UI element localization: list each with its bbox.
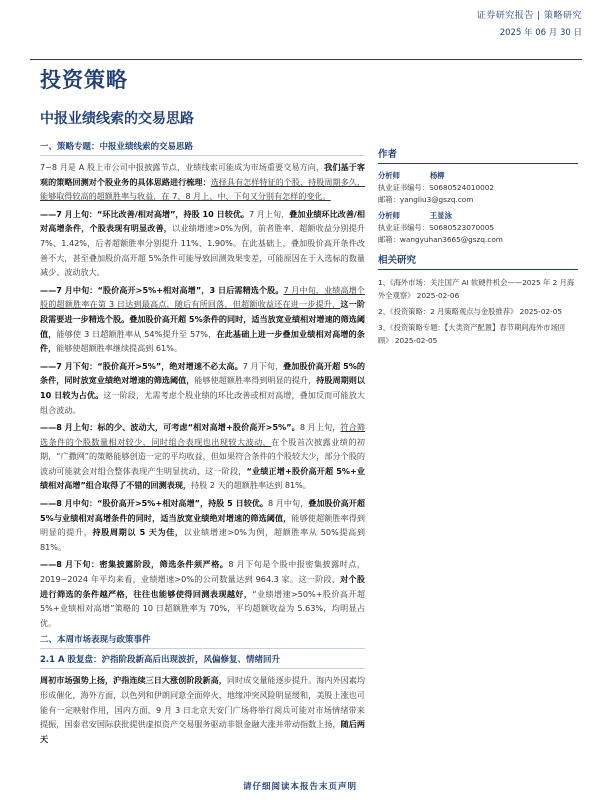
text-run: 叠加股价高开超 5%的条件，同时放宽业绩绝对增速的筛选阈值， [40,360,366,386]
sidebar [378,146,578,350]
text-run: 7~8 月是 A 股上市公司中报披露节点，业绩线索可能成为市场重要交易方向， [40,162,325,172]
text-run: 8 月中旬， [268,498,309,509]
text-run: 叠加业绩环比改善/相对高增条件，个股表现有明显改善， [40,208,365,234]
author-name: 杨柳 [430,171,445,180]
text-run: ——8 月中旬：“股价高开>5%+相对高增”，持股 5 日较优。 [40,498,269,509]
text-run: 能够使超额胜率得到明显的提升， [40,512,365,538]
paragraph [40,673,365,746]
document-title: 投资策略 [40,68,128,92]
paragraph [40,557,365,630]
paragraph [40,420,365,493]
author-role: 分析师 [378,171,400,180]
text-run: 7 月中旬，业绩高增个股的超额胜率在第 3 日达到最高点，随后有所回落，但超额收益还在进一步提升， [40,284,365,310]
text-run: “业绩增速>50%+股价高开超 5%+业绩相对高增”策略的 10 日超额胜率为 70%，平均超额收益为 5.63%，均明显占优。 [40,588,365,628]
text-run: 周初市场强势上扬，沪指连续三日大涨创阶段新高， [40,675,227,686]
author-cert: 执业证书编号：S0680524010002 [378,183,495,192]
text-run: ——7 月中旬：“股价高开>5%+相对高增”，3 日后需精选个股。 [40,284,284,295]
report-header [477,8,582,38]
paragraph [40,160,365,204]
text-run: “业绩正增+股价高开超 5%+业绩相对高增”组合取得了不错的回测表现， [40,465,365,491]
text-run: 8 月上旬， [299,422,341,433]
paragraph [40,207,365,280]
author-name: 王显泳 [430,211,452,220]
paragraph [40,359,365,417]
text-run: 符合筛选条件的个股数量相对较少，同时组合表现也出现较大波动， [40,422,365,447]
text-run: 7 月下旬， [242,360,284,371]
related-heading: 相关研究 [378,252,578,270]
related-research [378,252,578,347]
related-item[interactable]: 3、《投资策略专题：【大类资产配置】春节期间海外市场回顾》 2025-02-05 [378,323,566,345]
text-run: 在此基础上进一步叠加业绩相对高增的条件， [40,328,365,354]
author-1 [378,170,578,182]
section-heading-1: 一、策略专题：中报业绩线索的交易思路 [40,140,365,156]
text-run: 对个股进行筛选的条件越严格，往往也能够使得回测表现越好， [40,574,365,599]
related-item[interactable]: 1、《海外市场：关注国产 AI 软硬件机会——2025 年 2 月海外全观察》 2025-02-06 [378,278,575,300]
document-subtitle: 中报业绩线索的交易思路 [40,111,194,127]
author-role: 分析师 [378,211,400,220]
paragraph [40,496,365,554]
text-run: 能够使超额胜率继续提高到 61%。 [56,343,182,354]
text-run: 叠加股价高开超 5%与业绩相对高增条件的同时，适当放宽业绩绝对增速的筛选阈值， [40,498,365,523]
text-run: 持股周期以 5 天为佳， [92,527,184,538]
text-run: 能够使超额胜率得到明显的提升， [194,375,317,386]
text-run: 能够使 3 日超额胜率从 54%提升至 57%， [56,328,217,339]
text-run: 选择具有怎样特征的个股、持股周期多久，能够取得较高的超额胜率与收益，在 7、8 月上、中、下旬又分别有怎样的变化。 [40,176,365,202]
footer-disclaimer: 请仔细阅读本报告末页声明 [242,782,357,792]
report-date: 2025 年 06 月 30 日 [499,28,582,38]
text-run: 持股 2 天的超额胜率达到 81%。 [191,480,311,491]
main-column [40,140,365,749]
text-run: 在个股首次披露业绩的初期，“广撒网”的策略能够创造一定的平均收益，但如果符合条件的个股较大少，部分个股的波动可能就会对组合整体表现产生明显扰动，这一阶段， [40,436,365,476]
author-2 [378,210,578,222]
text-run: 7 月上旬， [249,208,290,219]
text-run: ——7 月下旬：“股价高开>5%”，绝对增速不必太高。 [40,360,243,371]
text-run: 同时成交量能逐步提升。海内外因素均形成催化，海外方面，以色列和伊朗同意全面停火，地缘冲突风险明显缓和，美股上涨也可能有一定映射作用，国内方面，9 月 3 日北京天安门广场将举行阅兵可能对市场情绪带来提振，国泰君安国际获批提供虚拟资产交易服务驱动非银金融大涨并带动指数上扬， [40,675,365,730]
paragraph [40,283,365,356]
text-run: 这一阶段需要进一步精选个股。叠加股价高开超 5%条件的同时，适当放宽业绩相对增速的筛选阈值， [40,299,365,339]
author-cert: 执业证书编号：S0680523070005 [378,223,495,232]
text-run: 我们基于客观的策略回测对个股业务的具体思路进行梳理： [40,162,365,187]
section-heading-2: 二、本周市场表现与政策事件 [40,633,365,649]
text-run: 随后两天 [40,719,365,744]
text-run: ——8 月上旬：标的少、波动大，可考虑“相对高增+股价高开>5%”。 [40,422,300,433]
text-run: 以业绩增速>0%为例，前者胜率、超额收益分别提升 7%、1.42%，后者超额胜率分别提升 11%、1.90%。在此基础上，叠加股价高开条件改善不大，甚至叠加股价高开超 5%条件可能导致回测效果变差，可能原因在于入选标的数量减少、波动放大。 [40,223,365,278]
report-type: 证券研究报告 | 策略研究 [476,11,582,21]
header-divider [30,59,582,60]
text-run: 这一阶段，尤需考虑个股业绩的环比改善或相对高增，叠加反而可能放大组合波动。 [40,389,365,415]
text-run: 8 月下旬是个股中报密集披露时点，2019~2024 年平均来看，业绩增速>0%的公司数量达到 964.3 家。这一阶段， [40,559,365,585]
subsection-heading: 2.1 A 股复盘：沪指阶段新高后出现波折，风偏修复、情绪回升 [40,653,365,669]
author-email[interactable]: 邮箱：yangliu3@gszq.com [378,195,474,204]
text-run: 持股周期则以 10 日较为占优。 [40,375,365,400]
text-run: ——8 月下旬：密集披露阶段，筛选条件须严格。 [40,559,229,570]
author-email[interactable]: 邮箱：wangyuhan3665@gszq.com [378,235,503,244]
text-run: ——7 月上旬：“环比改善/相对高增”，持股 10 日较优。 [40,208,250,219]
authors-heading: 作者 [378,146,578,164]
text-run: 以业绩增速>0%为例，超额胜率从 50%提高到 81%。 [40,527,365,552]
related-item[interactable]: 2、《投资策略：2 月策略观点与金股推荐》 2025-02-05 [378,307,563,316]
